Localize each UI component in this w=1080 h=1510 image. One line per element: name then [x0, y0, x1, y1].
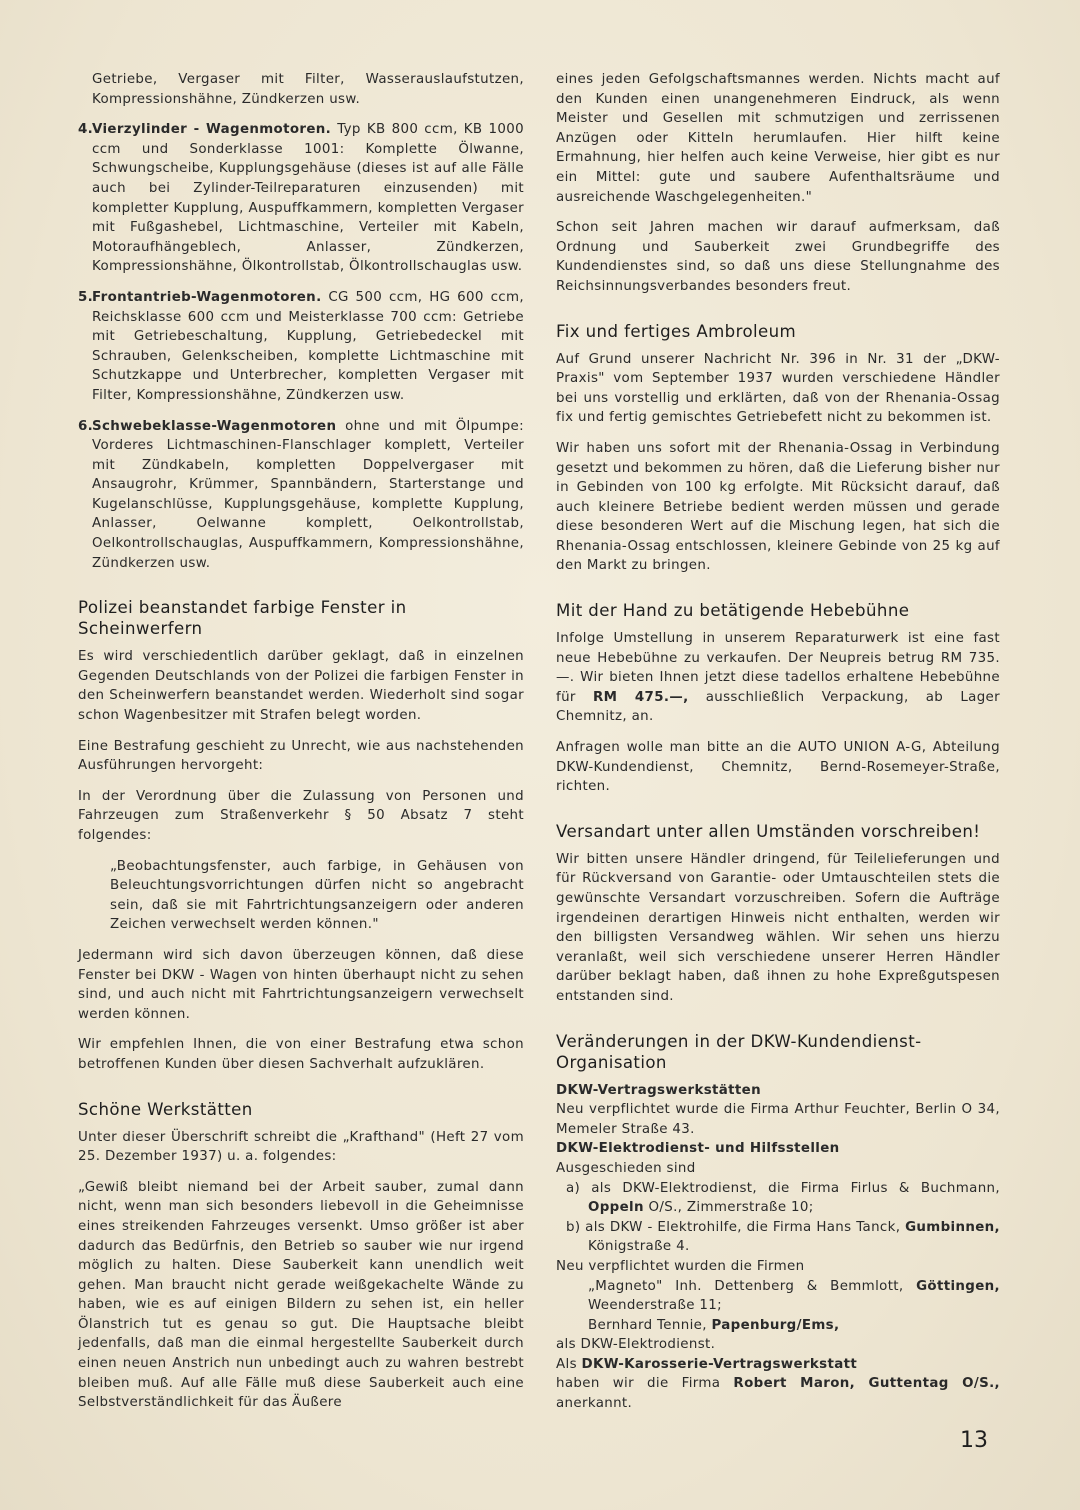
heading-versandart: Versandart unter allen Umständen vorschreiben!: [556, 821, 981, 841]
right-column: [556, 70, 1000, 1414]
text-line: [556, 1355, 1000, 1375]
heading-organisation: Veränderungen in der DKW-Kundendienst-Organisation: [556, 1031, 922, 1072]
heading-ambroleum: Fix und fertiges Ambroleum: [556, 321, 797, 341]
text-run: b) als DKW - Elektrohilfe, die Firma Hans Tanck,: [566, 1219, 906, 1235]
item-body: CG 500 ccm, HG 600 ccm, Reichsklasse 600 ccm und Meisterklasse 700 ccm: Getriebe mit Getriebeschaltung, Kupplung, Getriebedeckel mit Schrauben, Gelenkscheiben, komplette Lichtmaschine mit Schutzkappe und Unterbrecher, kompletten Vergaser mit Filter, Kompressionshähne, Zündkerzen usw.: [92, 289, 524, 403]
text-run: Als: [556, 1356, 582, 1372]
city: Göttingen,: [916, 1278, 1000, 1294]
paragraph: Auf Grund unserer Nachricht Nr. 396 in Nr. 31 der „DKW-Praxis" vom September 1937 wurden verschiedene Händler bei uns vorstellig und erklärten, daß von der Rhenania-Ossag fix und fertig gemischtes Getriebefett nicht zu bekommen ist.: [556, 351, 1000, 426]
text-run: haben wir die Firma: [556, 1376, 734, 1392]
item-number: 6.: [78, 418, 94, 434]
paragraph: [556, 629, 1000, 727]
list-item-4: [78, 120, 524, 277]
page-number: 13: [960, 1428, 988, 1453]
paragraph: Wir bitten unsere Händler dringend, für Teilelieferungen und für Rückversand von Garantie- oder Umtauschteilen stets die gewünschte Versandart vorzuschreiben. Sofern die Aufträge irgendeinen derartigen Hinweis nicht enthalten, werden wir den billigsten Versandweg wählen. Wir sehen uns hierzu veranlaßt, weil sich verschiedene unserer Herren Händler darüber beklagt haben, daß ihnen zu hohe Expreßgutspesen entstanden sind.: [556, 851, 1000, 1004]
list-entry-b: [556, 1218, 1000, 1257]
text-run: anerkannt.: [556, 1396, 633, 1412]
paragraph: In der Verordnung über die Zulassung von Personen und Fahrzeugen zum Straßenverkehr § 50 Absatz 7 steht folgendes:: [78, 788, 524, 843]
text-line: als DKW-Elektrodienst.: [556, 1337, 716, 1353]
item-body: Typ KB 800 ccm, KB 1000 ccm und Sonderklasse 1001: Komplette Ölwanne, Schwungscheibe, Kupplungsgehäuse (dieses ist auf alle Fälle auch bei Zylinder-Teilreparaturen einzusenden) mit kompletter Kupplung, Auspuffkammern, kompletten Vergaser mit Fußgashebel, Lichtmaschine, Verteiler mit Kabeln, Motoraufhängeblech, Anlasser, Zündkerzen, Kompressionshähne, Ölkontrollstab, Ölkontrollschauglas usw.: [92, 122, 524, 275]
text-line: Ausgeschieden sind: [556, 1160, 696, 1176]
workshop-type: DKW-Karosserie-Vertragswerkstatt: [581, 1356, 858, 1372]
paragraph: eines jeden Gefolgschaftsmannes werden. Nichts macht auf den Kunden einen unangenehmeren Eindruck, als wenn Meister und Gesellen mit schmutzigen und zerrissenen Anzügen oder Kitteln herumlaufen. Hier hilft keine Ermahnung, hier helfen auch keine Verweise, hier gibt es nur ein Mittel: gute und saubere Aufenthaltsräume und ausreichende Waschgelegenheiten.": [556, 72, 1000, 205]
subheading: DKW-Vertragswerkstätten: [556, 1082, 761, 1098]
list-item-5: [78, 288, 524, 406]
text-line: Neu verpflichtet wurde die Firma Arthur Feuchter, Berlin O 34, Memeler Straße 43.: [556, 1102, 1000, 1137]
item-text: [92, 417, 524, 574]
paragraph: Unter dieser Überschrift schreibt die „Krafthand" (Heft 27 vom 25. Dezember 1937) u. a. folgendes:: [78, 1129, 524, 1165]
item-text: [92, 120, 524, 277]
text-run: ausschließlich Verpackung, ab Lager Chemnitz, an.: [556, 689, 1000, 725]
intro-paragraph: Getriebe, Vergaser mit Filter, Wasserauslaufstutzen, Kompressionshähne, Zündkerzen usw.: [92, 72, 524, 107]
firm-entry: [556, 1277, 1000, 1316]
text-line: Neu verpflichtet wurden die Firmen: [556, 1258, 805, 1274]
text-run: O/S., Zimmerstraße 10;: [643, 1200, 814, 1216]
text-line: [556, 1374, 1000, 1413]
left-column: [78, 70, 524, 1424]
paragraph: Es wird verschiedentlich darüber geklagt, daß in einzelnen Gegenden Deutschlands von der Polizei die farbigen Fenster in den Scheinwerfern beanstandet werden. Wiederholt sind sogar schon Wagenbesitzer mit Strafen belegt worden.: [78, 649, 524, 724]
text-run: a) als DKW-Elektrodienst, die Firma Firlus & Buchmann,: [566, 1180, 1000, 1196]
subheading: DKW-Elektrodienst- und Hilfsstellen: [556, 1141, 840, 1157]
paragraph: Schon seit Jahren machen wir darauf aufmerksam, daß Ordnung und Sauberkeit zwei Grundbegriffe des Kundendienstes sind, so daß uns diese Stellungnahme des Reichsinnungsverbandes besonders freut.: [556, 220, 1000, 294]
heading-werkstaetten: Schöne Werkstätten: [78, 1099, 253, 1119]
item-title: Vierzylinder - Wagenmotoren.: [92, 122, 332, 138]
city: Oppeln: [588, 1200, 644, 1216]
list-item-6: [78, 417, 524, 574]
item-text: [92, 288, 524, 406]
quote: „Beobachtungsfenster, auch farbige, in Gehäusen von Beleuchtungsvorrichtungen dürfen nicht so angebracht sein, daß sie mit Fahrtrichtungsanzeigern oder anderen Zeichen verwechselt werden können.": [110, 858, 524, 933]
paragraph: „Gewiß bleibt niemand bei der Arbeit sauber, zumal dann nicht, wenn man sich besonders liebevoll in die Geheimnisse eines streikenden Fahrzeuges versenkt. Umso größer ist aber dadurch das Bedürfnis, den Betrieb so sauber wie nur irgend möglich zu halten. Diese Sauberkeit kann unendlich weit gehen. Man braucht nicht gerade weißgekachelte Wände zu haben, wie es auf einigen Bildern zu sehen ist, ein heller Ölanstrich tut es genau so gut. Die Hauptsache bleibt jedenfalls, daß man die einmal hergestellte Sauberkeit durch einen neuen Anstrich nun unbedingt auch zu wahren bestrebt bleiben muß. Auf alle Fälle muß diese Sauberkeit auch eine Selbstverständlichkeit für das Äußere: [78, 1179, 524, 1411]
city: Gumbinnen,: [905, 1219, 1000, 1235]
text-run: Königstraße 4.: [588, 1239, 690, 1255]
item-body: ohne und mit Ölpumpe: Vorderes Lichtmaschinen-Flanschlager komplett, Verteiler mit Zündkabeln, kompletten Doppelvergaser mit Ansaugrohr, Krümmer, Spannbändern, Starterstange und Kugelanschlüsse, Kupplungsgehäuse, komplette Kupplung, Anlasser, Oelwanne komplett, Oelkontrollstab, Oelkontrollschauglas, Auspuffkammern, Kompressionshähne, Zündkerzen usw.: [92, 418, 524, 571]
item-number: 4.: [78, 122, 94, 138]
text-run: „Magneto" Inh. Dettenberg & Bemmlott,: [588, 1278, 917, 1294]
text-run: Infolge Umstellung in unserem Reparaturwerk ist eine fast neue Hebebühne zu verkaufen. Der Neupreis betrug RM 735.—. Wir bieten Ihnen jetzt diese tadellos erhaltene Hebebühne für: [556, 631, 1000, 705]
heading-polizei: Polizei beanstandet farbige Fenster in Scheinwerfern: [78, 598, 407, 639]
paragraph: Jedermann wird sich davon überzeugen können, daß diese Fenster bei DKW - Wagen von hinten überhaupt nicht zu sehen sind, und auch nicht mit Fahrtrichtungsanzeigern verwechselt werden können.: [78, 947, 524, 1022]
item-title: Schwebeklasse-Wagenmotoren: [92, 418, 337, 434]
item-number: 5.: [78, 289, 94, 305]
firm-name: Robert Maron, Guttentag O/S.,: [733, 1376, 1000, 1392]
heading-hebebuehne: Mit der Hand zu betätigende Hebebühne: [556, 601, 910, 621]
city: Papenburg/Ems,: [711, 1317, 840, 1333]
firm-entry: [556, 1316, 1000, 1336]
item-title: Frontantrieb-Wagenmotoren.: [92, 289, 322, 305]
text-run: Bernhard Tennie,: [588, 1317, 712, 1333]
price: RM 475.—,: [592, 689, 689, 705]
paragraph: Wir haben uns sofort mit der Rhenania-Ossag in Verbindung gesetzt und bekommen zu hören, daß die Lieferung bisher nur in Gebinden von 100 kg erfolgte. Mit Rücksicht darauf, daß auch kleinere Betriebe bedient werden müssen und gerade diese besonderen Wert auf die Mischung legen, hat sich die Rhenania-Ossag entschlossen, kleinere Gebinde von 25 kg auf den Markt zu bringen.: [556, 440, 1000, 574]
paragraph: Eine Bestrafung geschieht zu Unrecht, wie aus nachstehenden Ausführungen hervorgeht:: [78, 738, 524, 774]
paragraph: Anfragen wolle man bitte an die AUTO UNION A-G, Abteilung DKW-Kundendienst, Chemnitz, Bernd-Rosemeyer-Straße, richten.: [556, 740, 1000, 795]
list-entry-a: [556, 1179, 1000, 1218]
paragraph: Wir empfehlen Ihnen, die von einer Bestrafung etwa schon betroffenen Kunden über diesen Sachverhalt aufzuklären.: [78, 1037, 524, 1072]
text-run: Weenderstraße 11;: [588, 1298, 723, 1314]
